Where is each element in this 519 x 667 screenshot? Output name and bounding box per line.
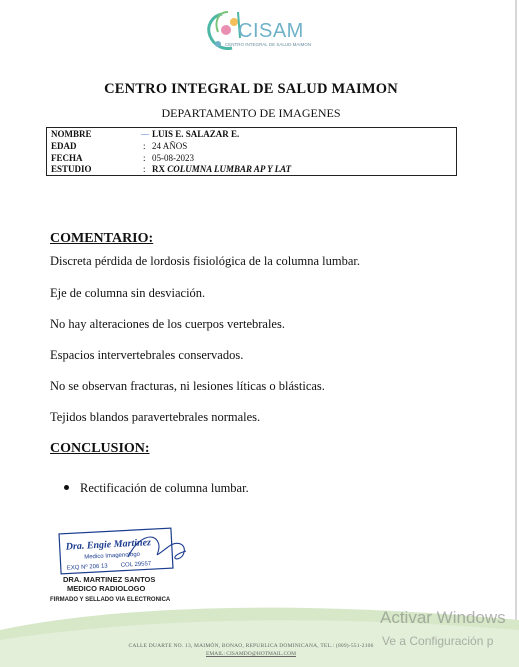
stamp-name: Dra. Engie Martinez [65, 537, 152, 553]
study-name: COLUMNA LUMBAR AP Y LAT [167, 164, 292, 174]
info-label: EDAD [51, 141, 77, 151]
comentario-line: Espacios intervertebrales conservados. [50, 348, 244, 362]
doctor-name: DRA. MARTINEZ SANTOS [63, 575, 156, 584]
info-sep: : [143, 164, 146, 174]
logo-subtitle: CENTRO INTEGRAL DE SALUD MAIMON [225, 42, 312, 47]
study-prefix: RX [152, 164, 165, 174]
spellcheck-mark: ﹏ [141, 127, 149, 136]
comentario-line: No se observan fracturas, ni lesiones líticas o blásticas. [50, 379, 325, 393]
conclusion-item: Rectificación de columna lumbar. [80, 481, 249, 495]
footer-email[interactable]: EMAIL: CISAMDO@HOTMAIL.COM [205, 651, 296, 657]
comentario-line: Eje de columna sin desviación. [50, 286, 206, 300]
signature-note: FIRMADO Y SELLADO VIA ELECTRONICA [50, 597, 171, 603]
info-label: NOMBRE [51, 129, 92, 139]
activation-watermark-subtitle[interactable]: Ve a Configuración p [382, 634, 494, 648]
info-label: ESTUDIO [51, 164, 92, 174]
doctor-title: MEDICO RADIOLOGO [67, 584, 146, 593]
comentario-line: Tejidos blandos paravertebrales normales. [50, 410, 261, 424]
doctor-stamp [58, 527, 198, 577]
info-value-edad: 24 AÑOS [152, 141, 188, 151]
stamp-cod: COL 29557 [120, 561, 152, 569]
comentario-line: No hay alteraciones de los cuerpos vertebrales. [50, 317, 285, 331]
info-sep: : [143, 141, 146, 151]
info-value-fecha: 05-08-2023 [152, 153, 194, 163]
stamp-exq: EXQ Nº 206 13 [66, 563, 108, 572]
comentario-heading: COMENTARIO: [50, 231, 154, 246]
bullet-icon [64, 485, 69, 490]
comentario-line: Discreta pérdida de lordosis fisiológica de la columna lumbar. [50, 254, 360, 268]
conclusion-heading: CONCLUSION: [50, 441, 150, 456]
footer-address: CALLE DUARTE NO. 13, MAIMÓN, BONAO, REPUBLICA DOMINICANA, TEL.: (809)-551-2106 [128, 643, 374, 649]
department-label: DEPARTAMENTO DE IMAGENES [161, 106, 341, 120]
patient-info-table [46, 127, 457, 176]
logo-text: CISAM [238, 20, 304, 42]
info-value-nombre: LUIS E. SALAZAR E. [152, 129, 240, 139]
info-value-estudio [152, 164, 291, 174]
info-label: FECHA [51, 153, 83, 163]
info-sep: : [143, 153, 146, 163]
activation-watermark-title: Activar Windows [380, 608, 506, 627]
document-title: CENTRO INTEGRAL DE SALUD MAIMON [104, 81, 398, 97]
stamp-title: Medico Imagenologo [84, 551, 141, 561]
doctor-signature-block [63, 575, 155, 593]
